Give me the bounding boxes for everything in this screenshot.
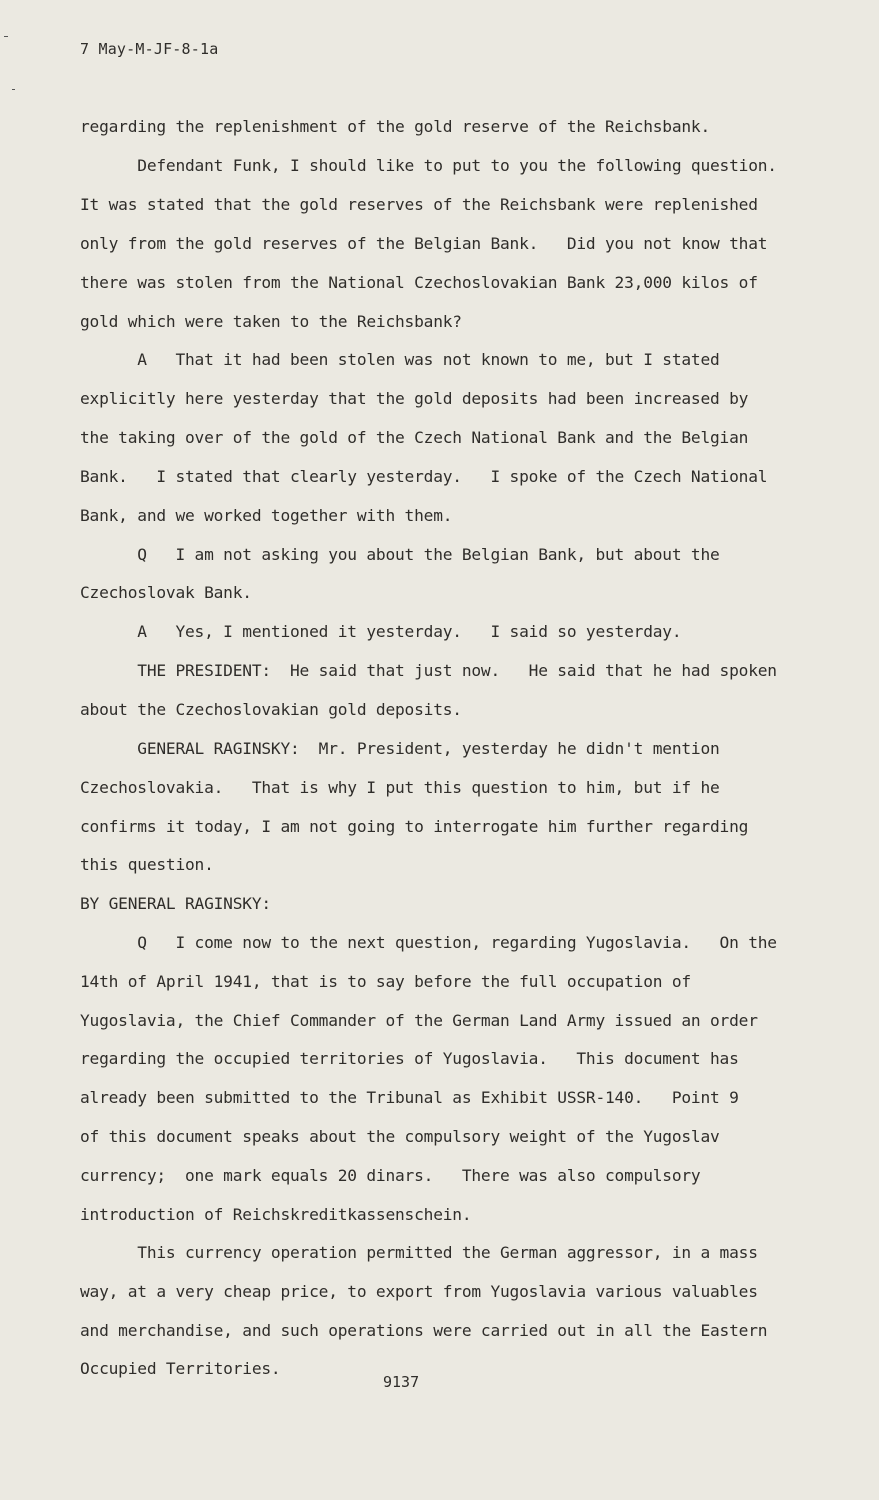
text-line: Occupied Territories. (80, 1359, 281, 1378)
text-line: there was stolen from the National Czechoslovakian Bank 23,000 kilos of (80, 273, 758, 292)
text-line: 14th of April 1941, that is to say before the full occupation of (80, 972, 691, 991)
text-line: already been submitted to the Tribunal as Exhibit USSR-140. Point 9 (80, 1088, 739, 1107)
text-line: Defendant Funk, I should like to put to you the following question. (80, 156, 777, 175)
text-line: Czechoslovak Bank. (80, 583, 252, 602)
margin-mark (12, 89, 15, 90)
page-number: 9137 (383, 1373, 420, 1391)
text-line: regarding the occupied territories of Yugoslavia. This document has (80, 1049, 739, 1068)
text-line: A Yes, I mentioned it yesterday. I said so yesterday. (80, 622, 682, 641)
text-line: about the Czechoslovakian gold deposits. (80, 700, 462, 719)
text-line: BY GENERAL RAGINSKY: (80, 894, 271, 913)
text-line: introduction of Reichskreditkassenschein. (80, 1205, 472, 1224)
text-line: It was stated that the gold reserves of the Reichsbank were replenished (80, 195, 758, 214)
text-line: This currency operation permitted the German aggressor, in a mass (80, 1243, 758, 1262)
text-line: way, at a very cheap price, to export from Yugoslavia various valuables (80, 1282, 758, 1301)
text-line: Czechoslovakia. That is why I put this question to him, but if he (80, 778, 720, 797)
text-line: the taking over of the gold of the Czech National Bank and the Belgian (80, 428, 749, 447)
text-line: Q I come now to the next question, regarding Yugoslavia. On the (80, 933, 777, 952)
text-line: this question. (80, 855, 214, 874)
page-header: 7 May-M-JF-8-1a (80, 40, 219, 58)
text-line: and merchandise, and such operations were carried out in all the Eastern (80, 1321, 768, 1340)
text-line: Q I am not asking you about the Belgian Bank, but about the (80, 545, 720, 564)
text-line: confirms it today, I am not going to interrogate him further regarding (80, 817, 749, 836)
text-line: gold which were taken to the Reichsbank? (80, 312, 462, 331)
text-line: regarding the replenishment of the gold reserve of the Reichsbank. (80, 117, 711, 136)
text-line: explicitly here yesterday that the gold deposits had been increased by (80, 389, 749, 408)
text-line: of this document speaks about the compulsory weight of the Yugoslav (80, 1127, 720, 1146)
margin-mark (4, 36, 8, 37)
text-line: currency; one mark equals 20 dinars. There was also compulsory (80, 1166, 701, 1185)
text-line: THE PRESIDENT: He said that just now. He said that he had spoken (80, 661, 777, 680)
text-line: Yugoslavia, the Chief Commander of the German Land Army issued an order (80, 1011, 758, 1030)
text-line: Bank, and we worked together with them. (80, 506, 453, 525)
text-line: only from the gold reserves of the Belgian Bank. Did you not know that (80, 234, 768, 253)
text-line: Bank. I stated that clearly yesterday. I spoke of the Czech National (80, 467, 768, 486)
text-line: A That it had been stolen was not known to me, but I stated (80, 350, 720, 369)
text-line: GENERAL RAGINSKY: Mr. President, yesterday he didn't mention (80, 739, 720, 758)
